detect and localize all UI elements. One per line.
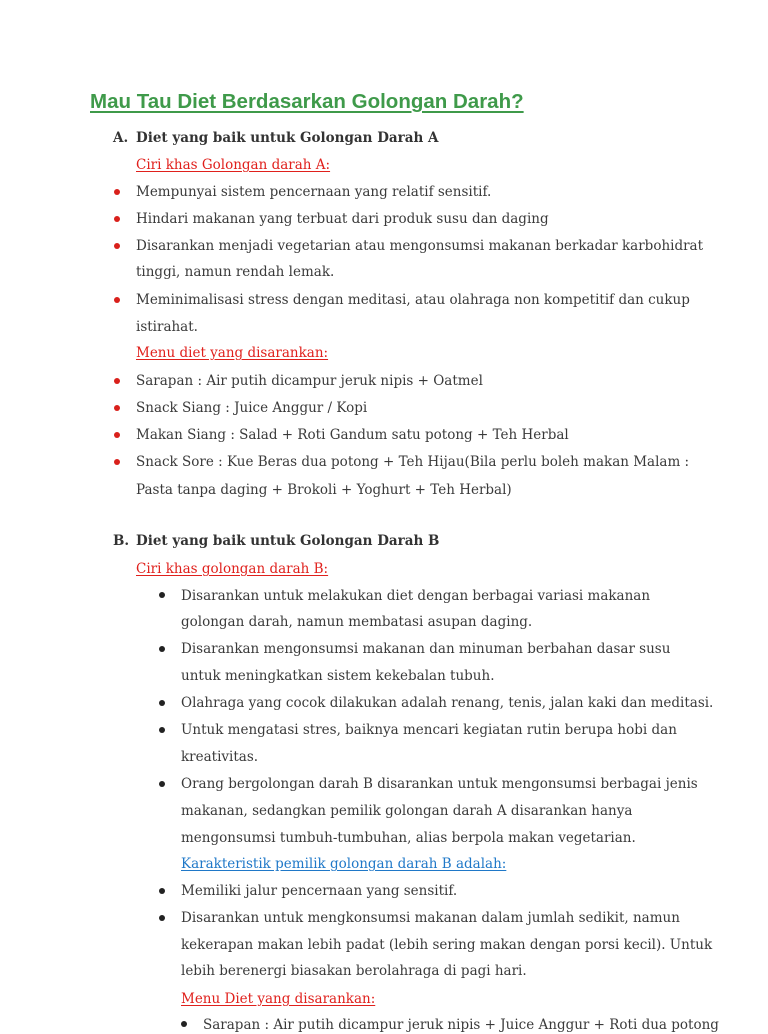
list-item-line: untuk meningkatkan sistem kekebalan tubuh. bbox=[181, 668, 495, 684]
black-bullet-icon bbox=[159, 700, 165, 706]
list-item-line: kreativitas. bbox=[181, 749, 259, 765]
list-item-line: golongan darah, namun membatasi asupan daging. bbox=[181, 614, 533, 630]
red-bullet-icon bbox=[114, 459, 120, 465]
section-b-traits-title: Ciri khas golongan darah B: bbox=[136, 561, 329, 577]
section-b-letter: B. bbox=[113, 533, 130, 549]
black-bullet-icon bbox=[159, 592, 165, 598]
red-bullet-icon bbox=[114, 297, 120, 303]
section-a-menu-title: Menu diet yang disarankan: bbox=[136, 345, 329, 361]
list-item-line: Untuk mengatasi stres, baiknya mencari kegiatan rutin berupa hobi dan bbox=[181, 722, 677, 738]
section-b-heading bbox=[113, 532, 439, 550]
red-bullet-icon bbox=[114, 378, 120, 384]
list-item-line: lebih berenergi biasakan berolahraga di pagi hari. bbox=[181, 963, 527, 979]
red-bullet-icon bbox=[114, 432, 120, 438]
list-item-line: Disarankan untuk melakukan diet dengan berbagai variasi makanan bbox=[181, 588, 651, 604]
black-bullet-icon bbox=[159, 646, 165, 652]
red-bullet-icon bbox=[114, 405, 120, 411]
list-item-line: Disarankan untuk mengkonsumsi makanan dalam jumlah sedikit, namun bbox=[181, 910, 680, 926]
list-item-line: Hindari makanan yang terbuat dari produk susu dan daging bbox=[136, 211, 549, 227]
list-item-line: Sarapan : Air putih dicampur jeruk nipis + Juice Anggur + Roti dua potong bbox=[203, 1017, 719, 1033]
list-item-line: Meminimalisasi stress dengan meditasi, atau olahraga non kompetitif dan cukup bbox=[136, 292, 690, 308]
black-bullet-icon bbox=[159, 727, 165, 733]
section-a-heading bbox=[113, 129, 439, 147]
list-item-line: Snack Siang : Juice Anggur / Kopi bbox=[136, 400, 368, 416]
section-a-letter: A. bbox=[113, 130, 129, 146]
list-item-line: tinggi, namun rendah lemak. bbox=[136, 264, 335, 280]
section-b-heading-text: Diet yang baik untuk Golongan Darah B bbox=[136, 533, 440, 549]
black-bullet-icon bbox=[181, 1021, 187, 1027]
list-item-line: Mempunyai sistem pencernaan yang relatif sensitif. bbox=[136, 184, 492, 200]
section-a-traits-title: Ciri khas Golongan darah A: bbox=[136, 157, 331, 173]
section-a-heading-text: Diet yang baik untuk Golongan Darah A bbox=[136, 130, 439, 146]
list-item-line: Olahraga yang cocok dilakukan adalah renang, tenis, jalan kaki dan meditasi. bbox=[181, 695, 714, 711]
list-item-line: mengonsumsi tumbuh-tumbuhan, alias berpola makan vegetarian. bbox=[181, 830, 636, 846]
list-item-line: kekerapan makan lebih padat (lebih sering makan dengan porsi kecil). Untuk bbox=[181, 937, 713, 953]
document-title: Mau Tau Diet Berdasarkan Golongan Darah? bbox=[90, 90, 524, 113]
black-bullet-icon bbox=[159, 888, 165, 894]
list-item-line: Memiliki jalur pencernaan yang sensitif. bbox=[181, 883, 458, 899]
list-item-line: Snack Sore : Kue Beras dua potong + Teh Hijau(Bila perlu boleh makan Malam : bbox=[136, 454, 690, 470]
list-item-line: istirahat. bbox=[136, 319, 198, 335]
list-item-line: Pasta tanpa daging + Brokoli + Yoghurt + Teh Herbal) bbox=[136, 482, 512, 498]
list-item-line: Orang bergolongan darah B disarankan untuk mengonsumsi berbagai jenis bbox=[181, 776, 698, 792]
black-bullet-icon bbox=[159, 915, 165, 921]
list-item-line: makanan, sedangkan pemilik golongan darah A disarankan hanya bbox=[181, 803, 633, 819]
red-bullet-icon bbox=[114, 243, 120, 249]
black-bullet-icon bbox=[159, 781, 165, 787]
section-b-menu-title: Menu Diet yang disarankan: bbox=[181, 991, 376, 1007]
list-item-line: Sarapan : Air putih dicampur jeruk nipis + Oatmel bbox=[136, 373, 483, 389]
list-item-line: Makan Siang : Salad + Roti Gandum satu potong + Teh Herbal bbox=[136, 427, 569, 443]
list-item-line: Disarankan menjadi vegetarian atau mengonsumsi makanan berkadar karbohidrat bbox=[136, 238, 704, 254]
list-item-line: Disarankan mengonsumsi makanan dan minuman berbahan dasar susu bbox=[181, 641, 671, 657]
red-bullet-icon bbox=[114, 216, 120, 222]
red-bullet-icon bbox=[114, 189, 120, 195]
section-b-characteristics-title: Karakteristik pemilik golongan darah B adalah: bbox=[181, 856, 507, 872]
